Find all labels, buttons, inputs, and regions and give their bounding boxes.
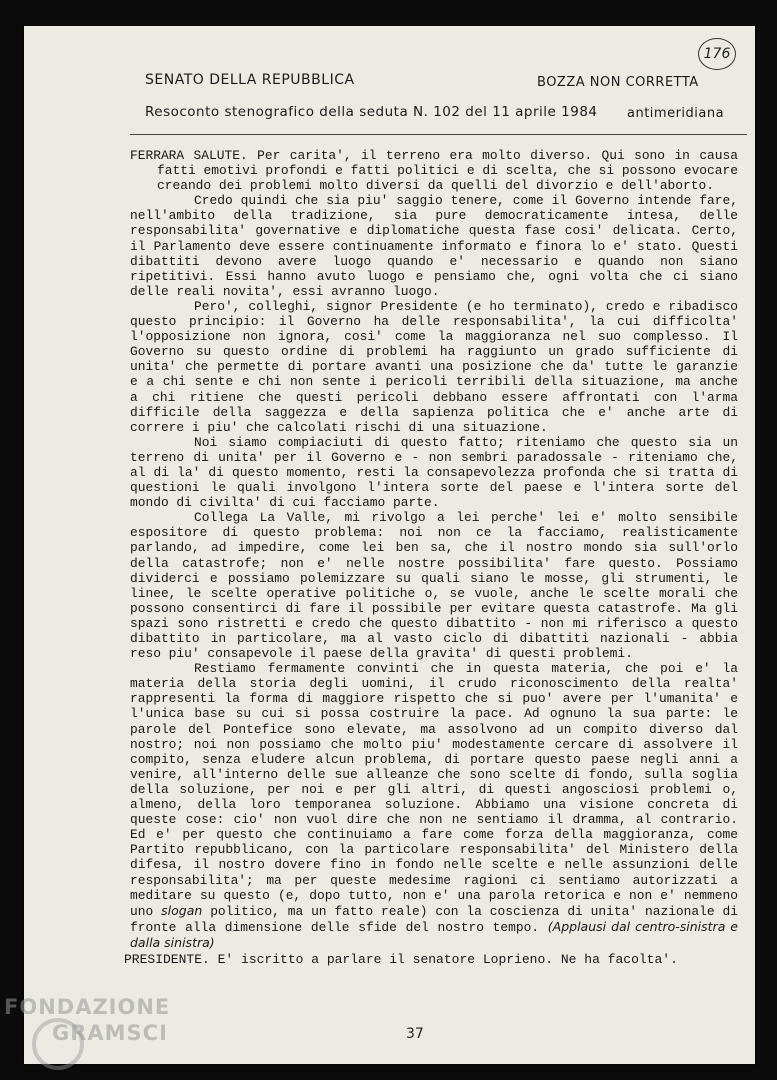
header-divider <box>130 134 747 135</box>
speaker-name: FERRARA SALUTE. <box>130 148 248 163</box>
speech-paragraph <box>130 661 738 951</box>
president-line: PRESIDENTE. E' iscritto a parlare il senatore Loprieno. Ne ha facolta'. <box>124 952 678 967</box>
speech-paragraph: Credo quindi che sia piu' saggio tenere, come il Governo intende fare, nell'ambito della tradizione, sia pure democraticamente intesa, delle responsabilita' governative e diplomatiche questa fase cosi' delicata. Certo, il Parlamento deve essere continuamente informato e finora lo e' stato. Questi dibattiti devono avere luogo quando e' necessario e quando non siano ripetitivi. Essi hanno avuto luogo e pensiamo che, ogni volta che ci siano delle reali novita', essi avranno luogo. <box>130 193 738 299</box>
page-number: 37 <box>406 1026 424 1042</box>
watermark-line1: FONDAZIONE <box>4 995 171 1019</box>
speech-text: politico, ma un fatto reale) con la coscienza di unita' nazionale di fronte alla dimensione delle sfide del nostro tempo. <box>130 903 738 935</box>
slogan-word: slogan <box>161 902 203 918</box>
page-stamp: 176 <box>698 38 736 70</box>
applause-note: (Applausi dal centro-sinistra e dalla sinistra) <box>130 918 738 950</box>
header-record-title: Resoconto stenografico della seduta N. 102 del 11 aprile 1984 <box>145 104 598 120</box>
speech-paragraph: Noi siamo compiaciuti di questo fatto; riteniamo che questo sia un terreno di unita' per il Governo e - non sembri paradossale - riteniamo che, al di la' di questo momento, resti la consapevolezza profonda che si tratta di questioni le quali involgono l'intera sorte del paese e l'intera sorte del mondo di civilta' di cui facciamo parte. <box>130 434 738 511</box>
speech-text: Restiamo fermamente convinti che in questa materia, che poi e' la materia della storia degli uomini, il crudo riconoscimento della realta' rappresenti la forma di maggiore rispetto che si puo' avere per l'umanita' e l'unica base su cui si possa costruire la pace. Ad ognuno la sua parte: le parole del Pontefice sono elevate, ma assolvono ad un compito diverso dal nostro; noi non possiamo che molto piu' modestamente cercare di assolvere il compito, senza eludere alcun problema, di portare questo paese negli anni a venire, all'interno delle sue alleanze che sono scelte di fondo, sulla soglia della soluzione, per noi e per gli altri, di questi angosciosi problemi o, almeno, della loro temporanea soluzione. Abbiamo una visione concreta di queste cose: cio' non vuol dire che non ne sentiamo il dramma, al contrario. Ed e' per questo che continuiamo a fare come forza della maggioranza, come Partito repubblicano, con la particolare responsabilita' del Ministero della difesa, il nostro dovere fino in fondo nelle scelte e nelle assunzioni delle responsabilita'; ma per queste medesime ragioni ci sentiamo autorizzati a meditare su questo (e, dopo tutto, non e' una parola retorica e non e' nemmeno uno <box>130 661 738 919</box>
header-draft-label: BOZZA NON CORRETTA <box>537 75 699 90</box>
speech-text: Per carita', il terreno era molto diverso. Qui sono in causa fatti emotivi profondi e fatti politici e di scelta, che si possono evocare creando dei problemi molto diversi da quelli del divorzio e dell'aborto. <box>157 148 738 194</box>
speech-paragraph: Pero', colleghi, signor Presidente (e ho terminato), credo e ribadisco questo principio: il Governo ha delle responsabilita', la cui difficolta' l'opposizione non ignora, cosi' come la maggioranza nel suo complesso. Il Governo su questo ordine di problemi ha raggiunto un grado sufficiente di unita' che permette di portare avanti una posizione che da' tutte le garanzie e a chi sente e chi non sente i pericoli terribili della situazione, ma anche a chi ritiene che questi pericoli debbano essere affrontati con l'arma difficile della saggezza e della sapienza politica che e' anche arte di correre i piu' che calcolati rischi di una situazione. <box>130 298 738 435</box>
speech-paragraph <box>130 148 738 193</box>
watermark <box>4 994 170 1046</box>
header-session: antimeridiana <box>627 106 725 121</box>
watermark-line2: GRAMSCI <box>52 1021 168 1045</box>
header-institution: SENATO DELLA REPUBBLICA <box>145 72 355 88</box>
speech-paragraph: Collega La Valle, mi rivolgo a lei perche' lei e' molto sensibile espositore di questo problema: noi non ce la facciamo, realisticamente parlando, ad impedire, come lei ben sa, che il nostro mondo sia sull'orlo della catastrofe; non e' nelle nostre possibilita' fare questo. Possiamo dividerci e possiamo polemizzare su quali siano le mosse, gli strumenti, le linee, le scelte operative politiche o, se vuole, anche le scelte morali che possono consentirci di fare il possibile per evitare questa catastrofe. Ma gli spazi sono ristretti e credo che questo dibattito - non mi riferisco a questo dibattito in particolare, ma al vasto ciclo di dibattiti nazionali - abbia reso piu' consapevole il paese della gravita' di questi problemi. <box>130 510 738 662</box>
speech-body <box>130 148 738 951</box>
